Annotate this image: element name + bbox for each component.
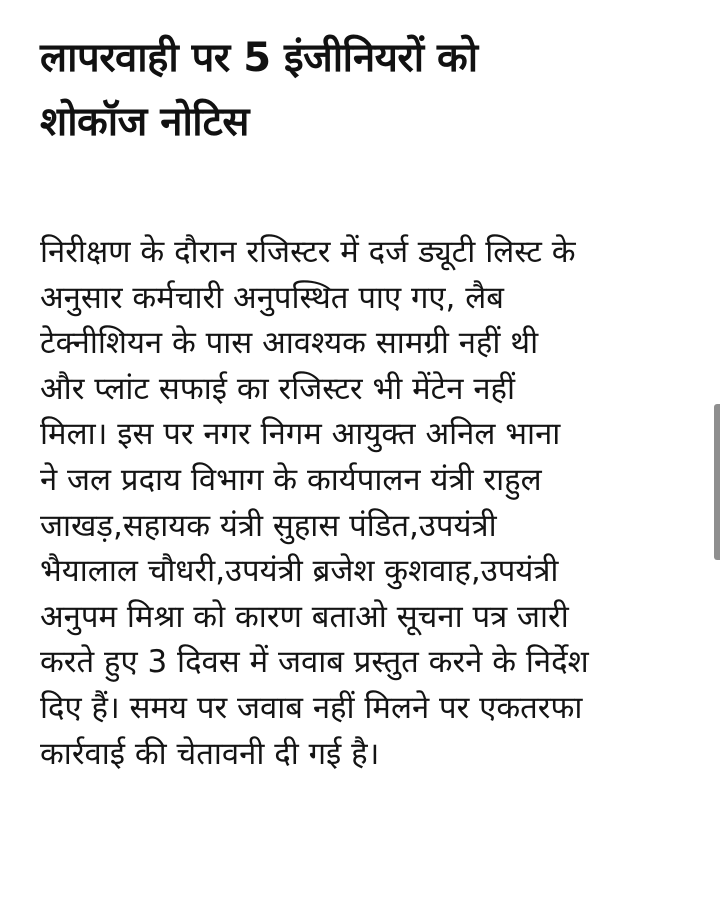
body-line: अनुसार कर्मचारी अनुपस्थित पाए गए, लैब xyxy=(40,279,504,316)
body-line: करते हुए 3 दिवस में जवाब प्रस्तुत करने के निर्देश xyxy=(40,644,589,681)
body-line: टेक्नीशियन के पास आवश्यक सामग्री नहीं थी xyxy=(40,325,539,362)
body-line: अनुपम मिश्रा को कारण बताओ सूचना पत्र जारी xyxy=(40,598,569,635)
body-line: मिला। इस पर नगर निगम आयुक्त अनिल भाना xyxy=(40,416,561,453)
body-line: दिए हैं। समय पर जवाब नहीं मिलने पर एकतरफा xyxy=(40,689,583,726)
news-article xyxy=(40,26,680,777)
scrollbar-thumb[interactable] xyxy=(714,404,720,560)
body-line: निरीक्षण के दौरान रजिस्टर में दर्ज ड्यूटी लिस्ट के xyxy=(40,234,576,270)
article-body xyxy=(40,230,680,777)
body-line: ने जल प्रदाय विभाग के कार्यपालन यंत्री राहुल xyxy=(40,461,542,498)
article-headline xyxy=(40,26,680,154)
headline-line: लापरवाही पर 5 इंजीनियरों को xyxy=(40,35,478,81)
body-line: कार्रवाई की चेतावनी दी गई है। xyxy=(40,735,380,772)
headline-line: शोकॉज नोटिस xyxy=(40,99,249,145)
body-line: जाखड़,सहायक यंत्री सुहास पंडित,उपयंत्री xyxy=(40,507,497,544)
body-line: भैयालाल चौधरी,उपयंत्री ब्रजेश कुशवाह,उपयंत्री xyxy=(40,553,559,590)
body-line: और प्लांट सफाई का रजिस्टर भी मेंटेन नहीं xyxy=(40,370,516,407)
